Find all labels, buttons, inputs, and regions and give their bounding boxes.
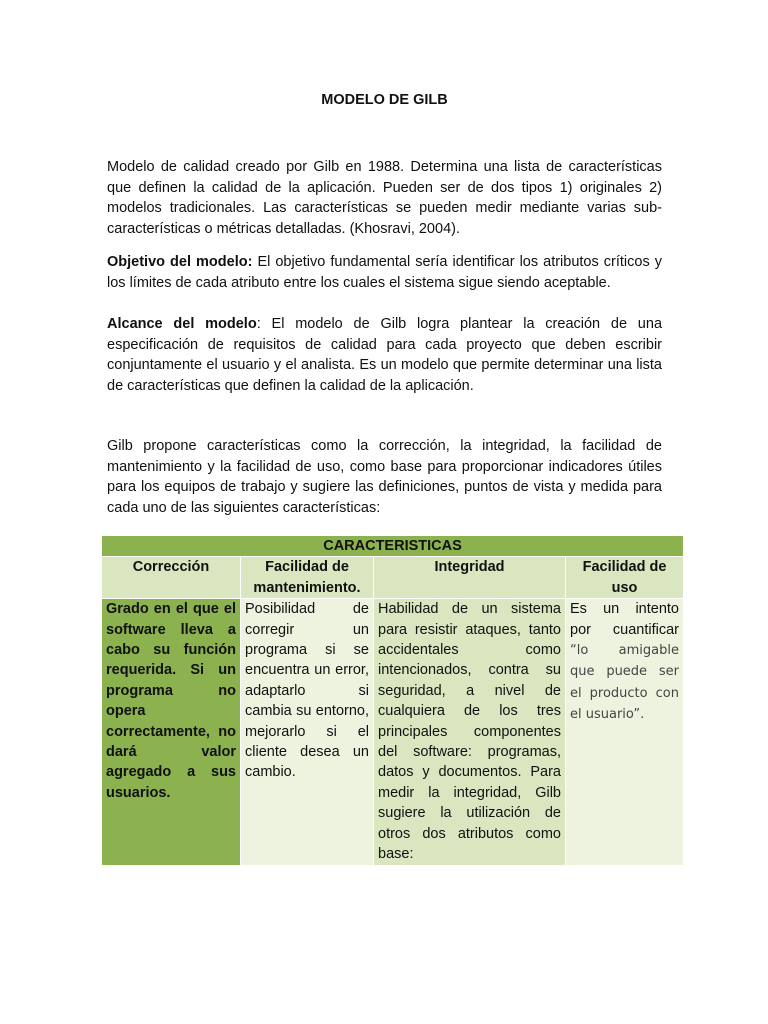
- characteristics-paragraph: Gilb propone características como la corrección, la integridad, la facilidad de mantenimiento y la facilidad de uso, como base para proporcionar indicadores útiles para los equipos de trabajo y sugiere las definiciones, puntos de vista y medida para cada uno de las siguientes características:: [107, 438, 662, 517]
- table-header: CARACTERISTICAS: [102, 536, 684, 557]
- objective-label: Objetivo del modelo:: [107, 254, 253, 270]
- characteristics-table: [101, 535, 684, 866]
- intro-paragraph: Modelo de calidad creado por Gilb en 1988. Determina una lista de características que definen la calidad de la aplicación. Pueden ser de dos tipos 1) originales 2) modelos tradicionales. Las características se pueden medir mediante varias sub-características o métricas detalladas. (Khosravi, 2004).: [107, 159, 662, 238]
- objective-text: El objetivo fundamental sería identificar los atributos críticos y los límites de cada atributo entre los cuales el sistema sigue siendo aceptable.: [107, 254, 662, 291]
- document-title: MODELO DE GILB: [321, 92, 448, 108]
- column-header-correccion: Corrección: [102, 557, 241, 599]
- cell-correccion: Grado en el que el software lleva a cabo su función requerida. Si un programa no opera correctamente, no dará valor agregado a sus usuarios.: [102, 599, 241, 865]
- column-header-mantenimiento: Facilidad de mantenimiento.: [241, 557, 374, 599]
- scope-paragraph: [107, 314, 662, 397]
- table-header-row: [102, 536, 684, 557]
- cell-integridad: Habilidad de un sistema para resistir ataques, tanto accidentales como intencionados, contra su seguridad, a nivel de cualquiera de los tres principales componentes del software: programas, datos y documentos. Para medir la integridad, Gilb sugiere la utilización de otros dos atributos como base:: [374, 599, 566, 865]
- cell-uso: [566, 599, 684, 865]
- cell-mantenimiento: Posibilidad de corregir un programa si se encuentra un error, adaptarlo si cambia su entorno, mejorarlo si el cliente desea un cambio.: [241, 599, 374, 865]
- scope-text: : El modelo de Gilb logra plantear la creación de una especificación de requisitos de calidad para cada proyecto que deben escribir conjuntamente el usuario y el analista. Es un modelo que permite determinar una lista de características que definen la calidad de la aplicación.: [107, 316, 663, 395]
- column-header-integridad: Integridad: [374, 557, 566, 599]
- table-column-headers: [102, 557, 684, 599]
- objective-paragraph: [107, 252, 662, 293]
- cell-uso-text: Es un intento por cuantificar: [570, 601, 679, 638]
- cell-uso-quote: “lo amigable que puede ser el producto con el usuario”.: [570, 643, 679, 723]
- scope-label: Alcance del modelo: [107, 316, 257, 332]
- table-row: [102, 599, 684, 865]
- column-header-uso: Facilidad de uso: [566, 557, 684, 599]
